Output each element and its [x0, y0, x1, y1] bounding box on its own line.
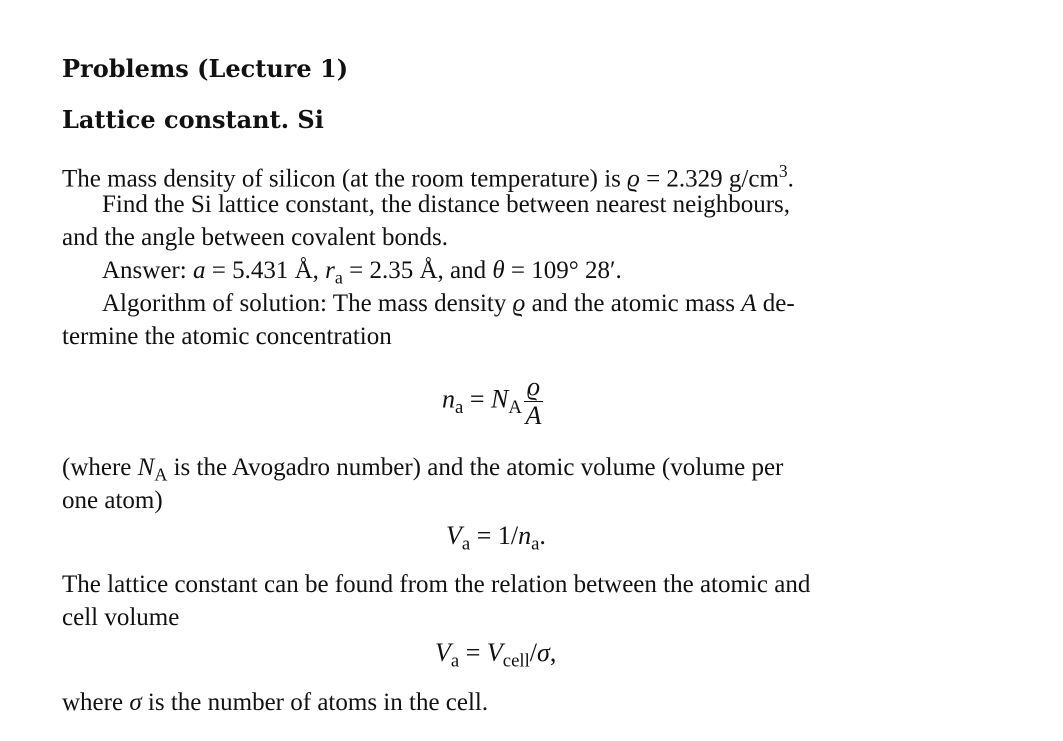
eq-lhs-sub: a: [450, 650, 460, 672]
algorithm-text: and the atomic mass: [525, 290, 742, 317]
fraction-denominator: A: [525, 401, 542, 430]
avogadro-sub: A: [508, 397, 522, 419]
eq-lhs-sub: a: [461, 533, 471, 555]
hyphen-text: de-: [756, 290, 795, 317]
avogadro-symbol: N: [490, 384, 509, 414]
r-symbol: r: [325, 257, 335, 284]
v-cell-symbol: V: [486, 638, 503, 667]
where-text: (where: [62, 454, 138, 481]
a-mass-symbol: A: [741, 290, 757, 317]
rho-symbol: ϱ: [627, 165, 640, 193]
r-value: = 2.35 Å, and: [342, 257, 493, 284]
r-subscript: a: [334, 267, 343, 288]
v-cell-sub: cell: [502, 650, 530, 672]
theta-value: = 109° 28′.: [504, 257, 622, 284]
answer-label: Answer:: [102, 257, 193, 284]
where-line-1: [62, 454, 783, 488]
final-text: where: [62, 689, 130, 716]
where-line-2: one atom): [62, 487, 163, 514]
equals-sign: =: [459, 638, 487, 667]
eq-end: ,: [549, 638, 557, 667]
a-symbol: a: [192, 257, 206, 284]
avogadro-sub: A: [154, 464, 168, 485]
period: .: [787, 165, 794, 193]
equals-sign: =: [463, 384, 491, 414]
eq-lhs: V: [435, 638, 451, 667]
final-line: [62, 689, 488, 717]
where-text: is the Avogadro number) and the atomic volume (volume per: [167, 454, 784, 481]
eq-var: n: [518, 521, 532, 550]
find-line-1: Find the Si lattice constant, the distance between nearest neighbours,: [102, 191, 791, 218]
eq-lhs: n: [442, 384, 455, 414]
find-line-2: and the angle between covalent bonds.: [62, 224, 448, 251]
eq-lhs-sub: a: [455, 397, 464, 419]
problems-heading: Problems (Lecture 1): [62, 54, 349, 83]
algorithm-line-2: termine the atomic concentration: [62, 323, 392, 350]
intro-line: [62, 157, 794, 194]
eq-lhs: V: [446, 521, 462, 550]
algorithm-text: Algorithm of solution: The mass density: [102, 290, 513, 317]
density-value: = 2.329 g/cm: [639, 165, 779, 193]
theta-symbol: θ: [492, 257, 505, 284]
volume-equation: [446, 521, 546, 560]
eq-var-sub: a: [531, 533, 540, 555]
eq-end: .: [539, 521, 546, 550]
fraction: [524, 373, 543, 430]
sigma-symbol: σ: [129, 689, 142, 716]
eq-rhs: = 1/: [470, 521, 519, 550]
lattice-line-2: cell volume: [62, 604, 180, 631]
final-text: is the number of atoms in the cell.: [141, 689, 489, 716]
cell-volume-equation: [435, 638, 556, 677]
lattice-line-1: The lattice constant can be found from the relation between the atomic and: [62, 571, 811, 598]
concentration-equation: [442, 373, 543, 430]
a-value: = 5.431 Å,: [205, 257, 326, 284]
section-heading: Lattice constant. Si: [62, 105, 324, 134]
slash: /: [529, 638, 537, 667]
algorithm-line-1: [102, 290, 795, 318]
exponent: 3: [778, 161, 788, 181]
intro-text: The mass density of silicon (at the room temperature) is: [62, 165, 628, 193]
answer-line: [102, 257, 622, 291]
fraction-numerator: ϱ: [524, 373, 543, 402]
avogadro-symbol: N: [137, 454, 155, 481]
sigma-symbol: σ: [537, 638, 550, 667]
rho-symbol: ϱ: [512, 290, 526, 317]
